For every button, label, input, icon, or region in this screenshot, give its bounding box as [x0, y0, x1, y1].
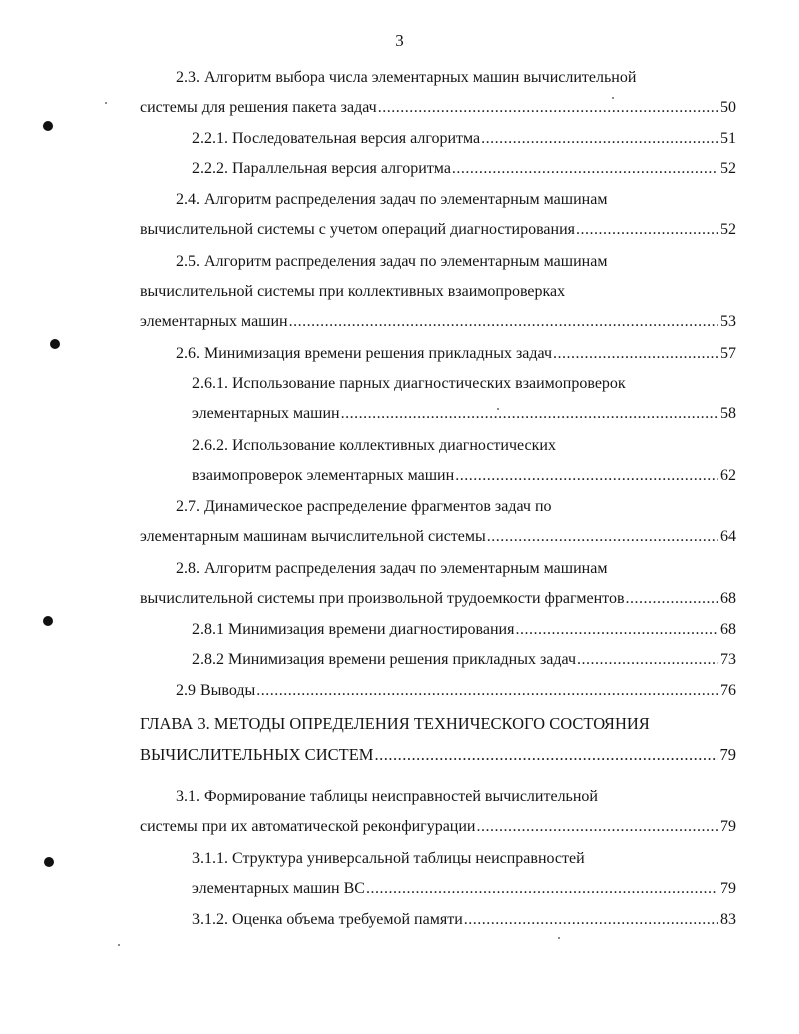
toc-entry-page: 58 — [720, 405, 736, 422]
toc-entry-page: 52 — [720, 221, 736, 238]
toc-entry — [140, 815, 736, 839]
toc-entry — [140, 280, 736, 304]
toc-entry — [192, 402, 736, 426]
dot-leader — [626, 587, 719, 611]
page-number: 3 — [395, 31, 404, 50]
toc-entry-title: 2.6.1. Использование парных диагностических взаимопроверок — [192, 375, 626, 392]
punch-hole-mark — [43, 121, 53, 131]
dot-leader — [452, 157, 718, 181]
scan-speck — [612, 97, 614, 99]
toc-entry-page: 64 — [720, 528, 736, 545]
toc-entry-title: системы для решения пакета задач — [140, 99, 377, 116]
toc-entry — [192, 648, 736, 672]
toc-entry — [140, 587, 736, 611]
toc-entry — [176, 342, 736, 366]
toc-entry-title: 3.1. Формирование таблицы неисправностей вычислительной — [176, 788, 598, 805]
dot-leader — [341, 402, 718, 426]
dot-leader — [256, 679, 718, 703]
dot-leader — [576, 218, 718, 242]
scan-speck — [105, 102, 107, 104]
toc-entry — [176, 188, 736, 212]
scan-speck — [558, 937, 560, 939]
toc-entry-title: 2.8.2 Минимизация времени решения прикладных задач — [192, 651, 577, 668]
toc-entry — [140, 743, 736, 767]
toc-entry-title: 2.9 Выводы — [176, 682, 256, 699]
toc-entry-title: 3.1.2. Оценка объема требуемой памяти — [192, 911, 463, 928]
toc-entry — [176, 557, 736, 581]
toc-entry-page: 73 — [720, 651, 736, 668]
toc-entry — [192, 464, 736, 488]
toc-entry-page: 51 — [720, 130, 736, 147]
toc-entry-page: 83 — [720, 911, 736, 928]
toc-entry-title: 2.2.1. Последовательная версия алгоритма — [192, 130, 481, 147]
toc-entry — [140, 96, 736, 120]
toc-entry — [176, 66, 736, 90]
dot-leader — [374, 743, 717, 767]
toc-entry-page: 79 — [720, 880, 736, 897]
dot-leader — [577, 648, 718, 672]
punch-hole-mark — [44, 857, 54, 867]
toc-entry-page: 68 — [720, 621, 736, 638]
toc-entry — [192, 618, 736, 642]
toc-entry — [192, 847, 736, 871]
dot-leader — [515, 618, 718, 642]
dot-leader — [553, 342, 718, 366]
toc-entry — [192, 157, 736, 181]
toc-entry-title: ВЫЧИСЛИТЕЛЬНЫХ СИСТЕМ — [140, 745, 374, 764]
toc-entry — [192, 877, 736, 901]
dot-leader — [366, 877, 718, 901]
toc-entry-title: системы при их автоматической реконфигурации — [140, 818, 476, 835]
toc-entry-page: 62 — [720, 467, 736, 484]
scan-speck — [118, 944, 120, 946]
toc-entry-title: 2.6. Минимизация времени решения прикладных задач — [176, 345, 553, 362]
toc-entry-title: 2.4. Алгоритм распределения задач по элементарным машинам — [176, 191, 608, 208]
dot-leader — [289, 310, 718, 334]
toc-entry — [140, 712, 736, 736]
dot-leader — [487, 525, 718, 549]
punch-hole-mark — [43, 616, 53, 626]
punch-hole-mark — [50, 339, 60, 349]
toc-entry — [176, 679, 736, 703]
toc-entry-page: 52 — [720, 160, 736, 177]
toc-entry-title: элементарных машин — [140, 313, 288, 330]
toc-entry — [192, 127, 736, 151]
toc-entry — [140, 218, 736, 242]
toc-entry-title: вычислительной системы при коллективных взаимопроверках — [140, 283, 566, 300]
toc-entry-title: 2.8. Алгоритм распределения задач по элементарным машинам — [176, 560, 608, 577]
toc-entry — [192, 372, 736, 396]
toc-entry-title: 2.6.2. Использование коллективных диагностических — [192, 437, 556, 454]
toc-entry-title: 2.5. Алгоритм распределения задач по элементарным машинам — [176, 253, 608, 270]
toc-entry — [140, 310, 736, 334]
toc-entry — [192, 434, 736, 458]
toc-entry-title: взаимопроверок элементарных машин — [192, 467, 455, 484]
dot-leader — [464, 908, 718, 932]
toc-entry-title: вычислительной системы с учетом операций диагностирования — [140, 221, 576, 238]
toc-entry-title: 2.3. Алгоритм выбора числа элементарных машин вычислительной — [176, 69, 637, 86]
toc-entry-title: 3.1.1. Структура универсальной таблицы неисправностей — [192, 850, 585, 867]
dot-leader — [481, 127, 718, 151]
toc-entry-page: 50 — [720, 99, 736, 116]
toc-entry-page: 68 — [720, 590, 736, 607]
toc-entry — [192, 908, 736, 932]
toc-entry-title: вычислительной системы при произвольной трудоемкости фрагментов — [140, 590, 625, 607]
toc-entry-title: 2.8.1 Минимизация времени диагностирования — [192, 621, 515, 638]
scan-speck — [497, 408, 499, 410]
toc-entry-title: элементарным машинам вычислительной системы — [140, 528, 486, 545]
toc-entry-page: 53 — [720, 313, 736, 330]
toc-entry-page: 79 — [719, 745, 736, 764]
toc-entry — [176, 785, 736, 809]
toc-entry-page: 79 — [720, 818, 736, 835]
dot-leader — [477, 815, 719, 839]
toc-entry-title: 2.7. Динамическое распределение фрагментов задач по — [176, 498, 552, 515]
toc-entry — [176, 250, 736, 274]
toc-entry-title: ГЛАВА 3. МЕТОДЫ ОПРЕДЕЛЕНИЯ ТЕХНИЧЕСКОГО СОСТОЯНИЯ — [140, 714, 650, 733]
toc-entry — [140, 525, 736, 549]
toc-entry-title: элементарных машин — [192, 405, 340, 422]
dot-leader — [455, 464, 718, 488]
toc-entry-page: 57 — [720, 345, 736, 362]
toc-entry — [176, 495, 736, 519]
dot-leader — [378, 96, 718, 120]
toc-entry-title: 2.2.2. Параллельная версия алгоритма — [192, 160, 451, 177]
toc-entry-page: 76 — [720, 682, 736, 699]
toc-entry-title: элементарных машин ВС — [192, 880, 365, 897]
